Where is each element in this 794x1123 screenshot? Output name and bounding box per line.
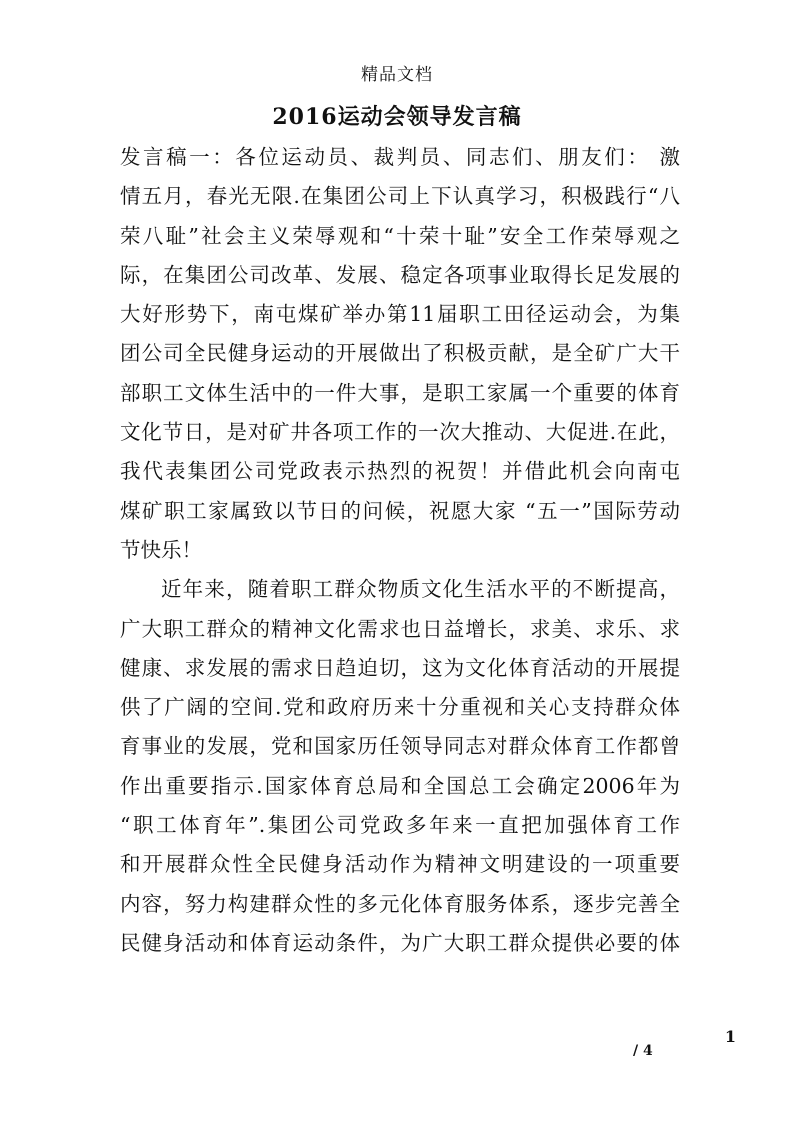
text-line: 内容，努力构建群众性的多元化体育服务体系，逐步完善全 <box>120 891 680 916</box>
page-number: 1 <box>724 1027 736 1046</box>
text-line: 际，在集团公司改革、发展、稳定各项事业取得长足发展的 <box>120 262 680 287</box>
text-line: 健康、求发展的需求日趋迫切，这为文化体育活动的开展提 <box>120 655 680 680</box>
text-line: 煤矿职工家属致以节日的问候，祝愿大家 “五一”国际劳动 <box>120 498 680 523</box>
page-total: / 4 <box>633 1043 653 1059</box>
text-line: 我代表集团公司党政表示热烈的祝贺！并借此机会向南屯 <box>120 459 680 484</box>
text-line: 作出重要指示.国家体育总局和全国总工会确定2006年为 <box>120 773 680 798</box>
text-line: 育事业的发展，党和国家历任领导同志对群众体育工作都曾 <box>120 734 680 759</box>
document-title: 2016运动会领导发言稿 <box>272 104 522 130</box>
text-line: 发言稿一：各位运动员、裁判员、同志们、朋友们： 激 <box>120 145 680 169</box>
document-header: 精品文档 <box>361 65 433 85</box>
text-line: 团公司全民健身运动的开展做出了积极贡献，是全矿广大干 <box>120 341 680 366</box>
text-line: 部职工文体生活中的一件大事，是职工家属一个重要的体育 <box>120 380 680 405</box>
text-line: 文化节日，是对矿井各项工作的一次大推动、大促进.在此， <box>120 420 680 445</box>
document-body <box>120 138 680 963</box>
text-line: 供了广阔的空间.党和政府历来十分重视和关心支持群众体 <box>120 695 680 720</box>
text-line: 荣八耻”社会主义荣辱观和“十荣十耻”安全工作荣辱观之 <box>120 223 680 248</box>
text-line: “职工体育年”.集团公司党政多年来一直把加强体育工作 <box>120 813 680 838</box>
text-line: 和开展群众性全民健身活动作为精神文明建设的一项重要 <box>120 852 680 877</box>
text-line: 情五月，春光无限.在集团公司上下认真学习，积极践行“八 <box>120 184 680 209</box>
text-line: 近年来，随着职工群众物质文化生活水平的不断提高， <box>161 577 680 602</box>
text-line: 大好形势下，南屯煤矿举办第11届职工田径运动会，为集 <box>120 302 680 327</box>
text-line: 民健身活动和体育运动条件，为广大职工群众提供必要的体 <box>120 930 680 955</box>
text-line: 节快乐！ <box>120 537 202 562</box>
text-line: 广大职工群众的精神文化需求也日益增长，求美、求乐、求 <box>120 616 680 641</box>
